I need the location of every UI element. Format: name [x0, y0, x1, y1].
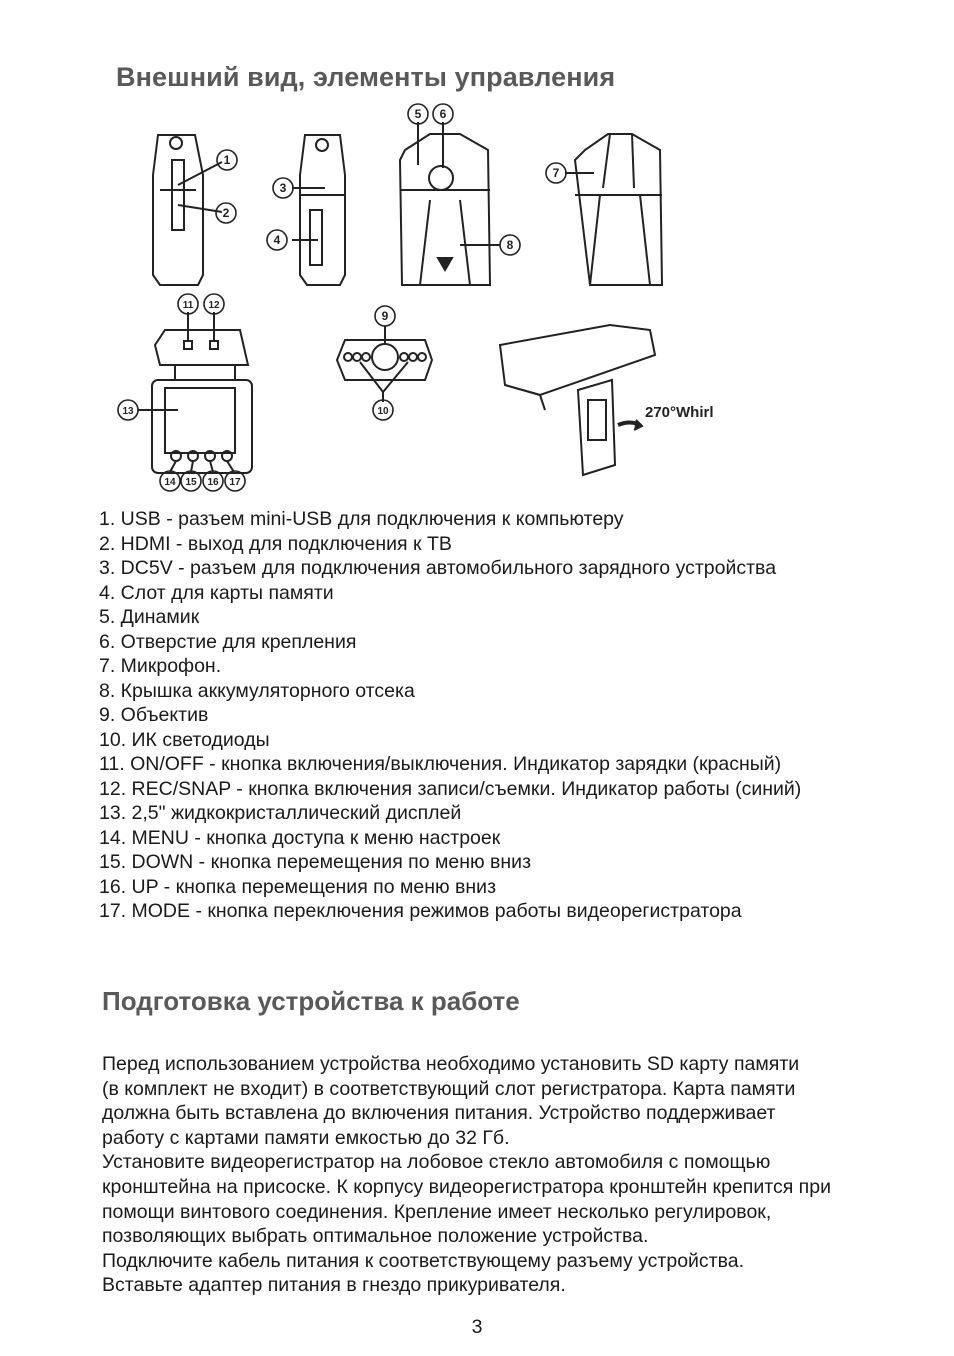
list-item: 1. USB - разъем mini-USB для подключения к компьютеру [99, 508, 624, 530]
callout-label: 3 [279, 181, 287, 195]
callouts [118, 104, 566, 491]
preparation-paragraph [102, 1052, 831, 1298]
paragraph-line: работу с картами памяти емкостью до 32 Гб. [102, 1126, 510, 1149]
paragraph-line: кронштейна на присоске. К корпусу видеорегистратора кронштейн крепится при [102, 1175, 831, 1198]
callout-label: 9 [381, 309, 389, 323]
back-view [400, 122, 500, 285]
list-item: 7. Микрофон. [99, 655, 222, 677]
list-item: 14. MENU - кнопка доступа к меню настроек [99, 826, 501, 849]
paragraph-line: позволяющих выбрать оптимальное положение устройства. [102, 1225, 649, 1248]
callout-label: 12 [208, 300, 220, 311]
list-item: 13. 2,5" жидкокристаллический дисплей [99, 802, 462, 824]
list-item: 10. ИК светодиоды [99, 728, 270, 751]
callout-label: 7 [552, 166, 560, 180]
callout-label: 1 [223, 153, 231, 167]
list-item: 17. MODE - кнопка переключения режимов работы видеорегистратора [99, 900, 742, 922]
list-item: 2. HDMI - выход для подключения к ТВ [99, 532, 452, 555]
section-title-preparation: Подготовка устройства к работе [102, 986, 520, 1016]
perspective-view [500, 325, 655, 475]
side-view-right [292, 135, 345, 285]
callout-label: 17 [229, 477, 241, 488]
list-item: 16. UP - кнопка перемещения по меню вниз [99, 875, 497, 898]
callout-label: 13 [122, 406, 134, 417]
callout-label: 14 [164, 477, 176, 488]
callout-label: 16 [207, 477, 219, 488]
front-view-mic [565, 134, 662, 285]
list-item: 11. ON/OFF - кнопка включения/выключения. Индикатор зарядки (красный) [99, 753, 782, 775]
paragraph-line: Подключите кабель питания к соответствующему разъему устройства. [102, 1249, 745, 1272]
paragraph-line: помощи винтового соединения. Крепление имеет несколько регулировок, [102, 1200, 772, 1223]
list-item: 8. Крышка аккумуляторного отсека [99, 679, 415, 702]
callout-label: 6 [439, 107, 447, 121]
list-item: 9. Объектив [99, 704, 209, 726]
list-item: 15. DOWN - кнопка перемещения по меню вниз [99, 851, 532, 873]
callout-label: 4 [273, 233, 281, 247]
lens-view [337, 326, 432, 402]
callout-label: 5 [414, 107, 422, 121]
paragraph-line: Вставьте адаптер питания в гнездо прикуривателя. [102, 1274, 566, 1297]
list-item: 5. Динамик [99, 606, 200, 628]
side-view-left [153, 135, 222, 285]
callout-label: 2 [222, 206, 230, 220]
paragraph-line: должна быть вставлена до включения питания. Устройство поддерживает [102, 1102, 776, 1125]
section-title-appearance: Внешний вид, элементы управления [116, 62, 616, 92]
device-diagram [100, 100, 740, 500]
callout-label: 11 [182, 300, 194, 311]
list-item: 4. Слот для карты памяти [99, 581, 334, 604]
list-item: 12. REC/SNAP - кнопка включения записи/съемки. Индикатор работы (синий) [99, 777, 802, 800]
callout-label: 8 [506, 238, 514, 252]
callout-label: 10 [377, 406, 389, 417]
paragraph-line: Установите видеорегистратор на лобовое стекло автомобиля с помощью [102, 1151, 771, 1174]
device-diagram-svg [100, 100, 740, 500]
page-number: 3 [471, 1316, 483, 1338]
lcd-view [138, 312, 252, 473]
paragraph-line: (в комплект не входит) в соответствующий слот регистратора. Карта памяти [102, 1077, 796, 1100]
list-item: 6. Отверстие для крепления [99, 630, 357, 653]
controls-list [99, 507, 801, 924]
list-item: 3. DC5V - разъем для подключения автомобильного зарядного устройства [99, 557, 777, 579]
rotation-label: 270°Whirl [645, 404, 714, 421]
callout-label: 15 [185, 477, 197, 488]
paragraph-line: Перед использованием устройства необходимо установить SD карту памяти [102, 1053, 800, 1075]
